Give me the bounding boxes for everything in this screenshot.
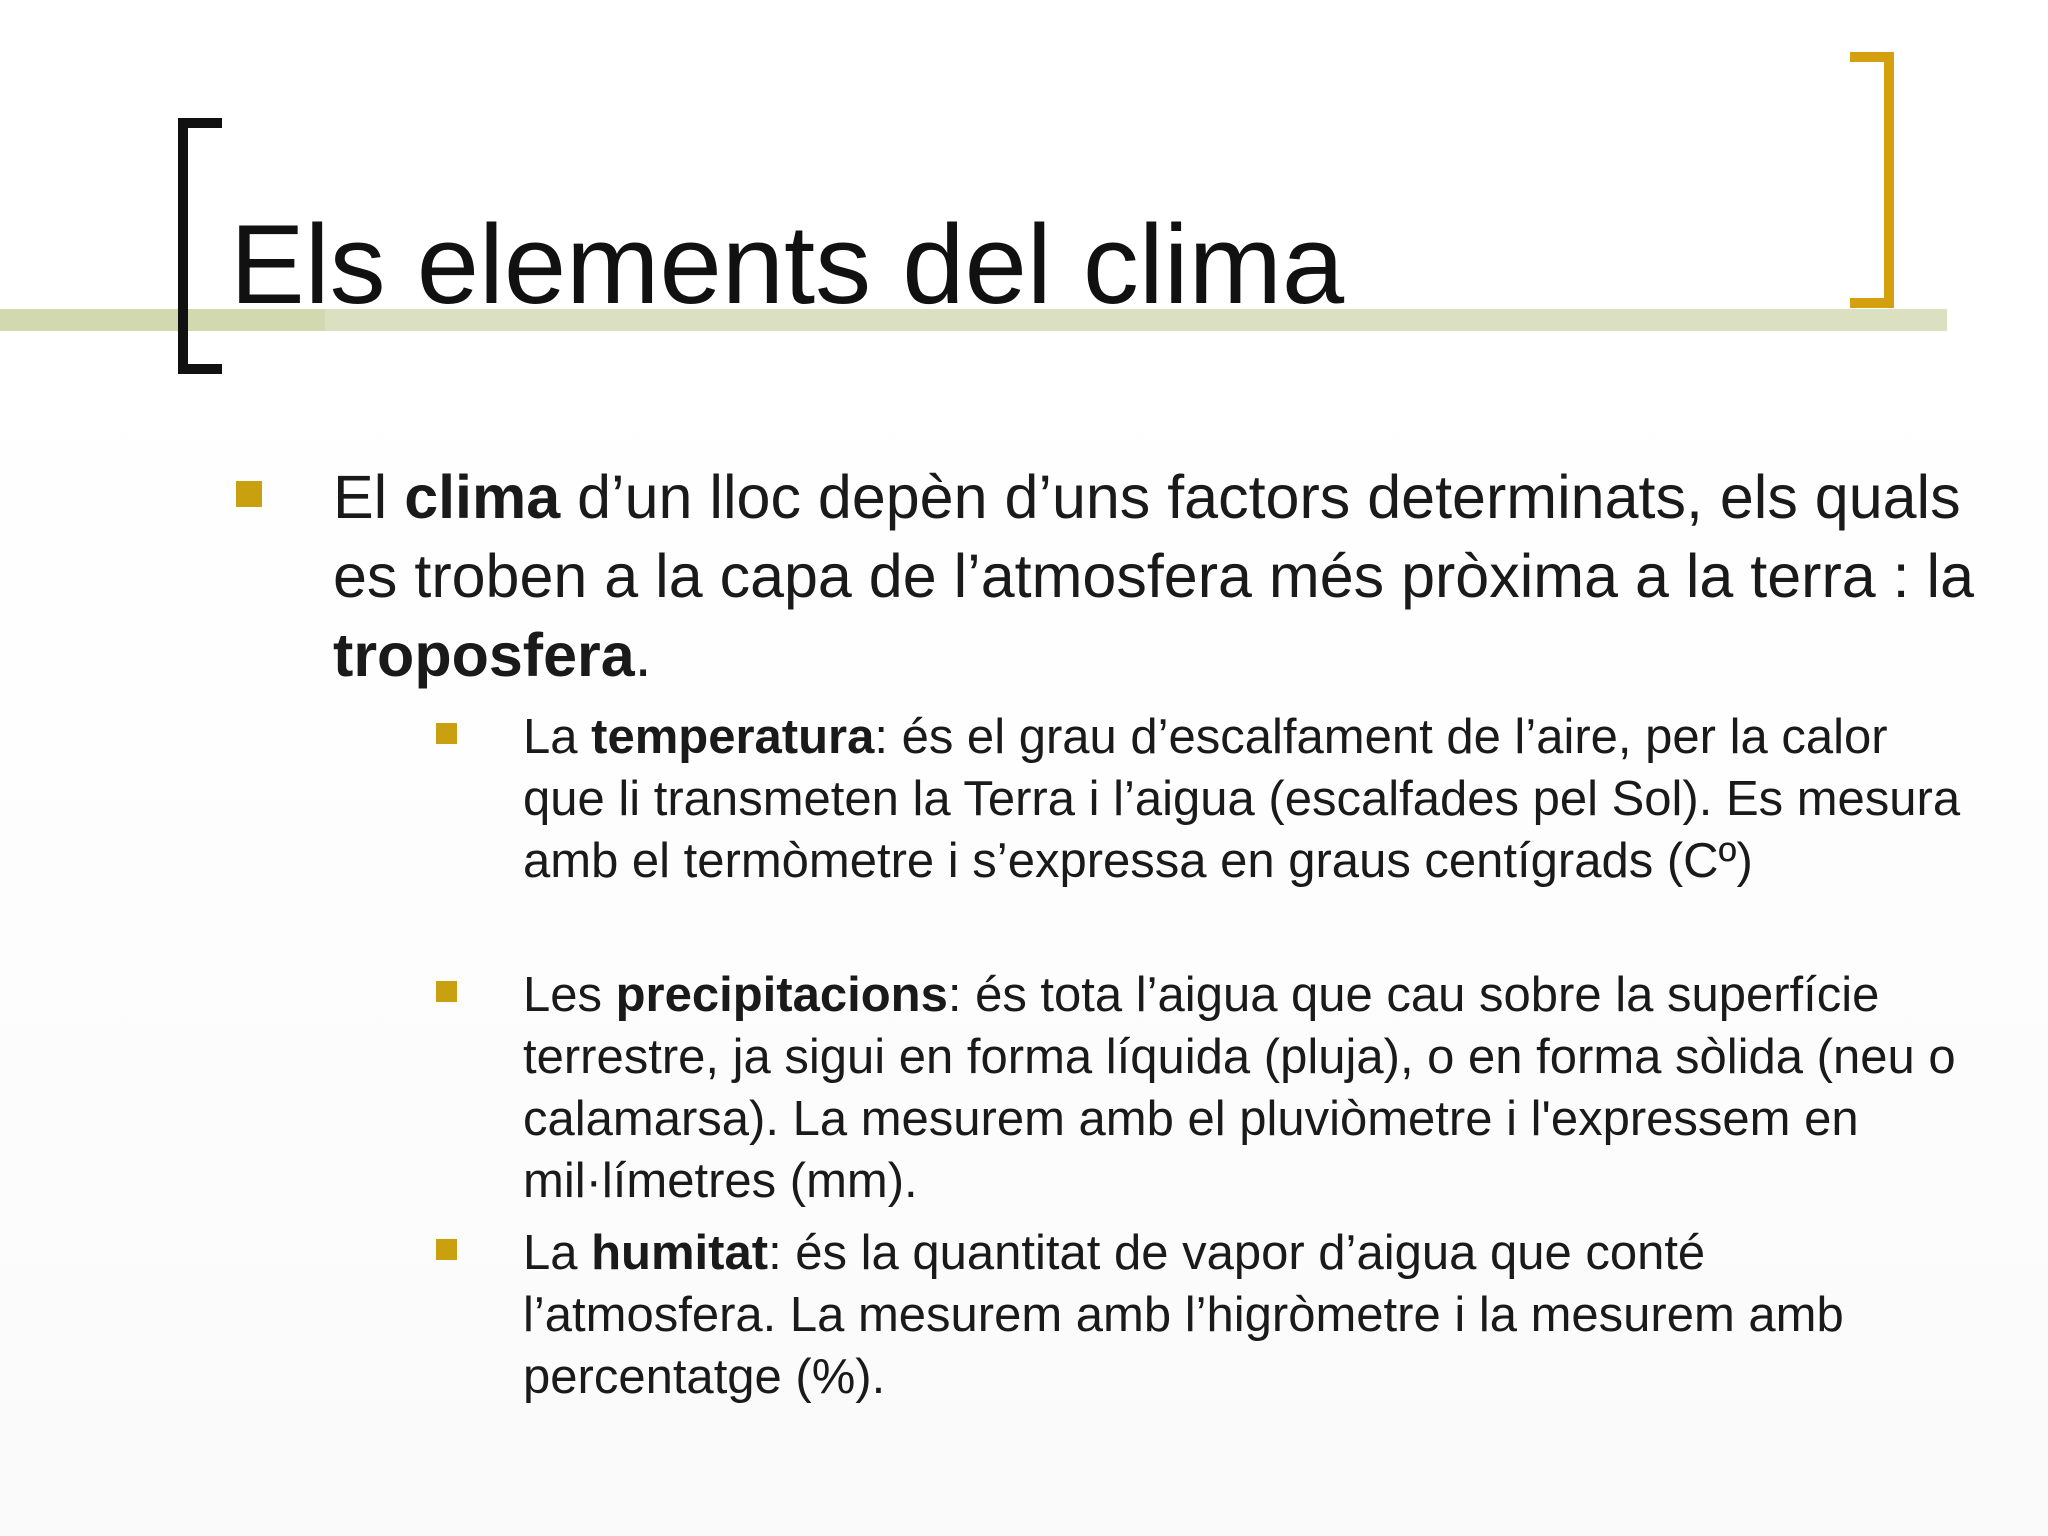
main-bullet-mid: d’un lloc depèn d’uns factors determinats, els quals es troben a la capa de l’atmosfera més pròxima a la terra : la bbox=[333, 463, 1975, 610]
sub-bullet-bold: temperatura bbox=[591, 710, 875, 764]
sub-bullet-post: : és tota l’aigua que cau sobre la superfície terrestre, ja sigui en forma líquida (pluja), o en forma sòlida (neu o calamarsa). La mesurem amb el pluviòmetre i l'expressem en mil·límetres (mm). bbox=[523, 968, 1956, 1208]
square-bullet-icon bbox=[236, 481, 262, 507]
sub-bullet-temperatura bbox=[523, 706, 1963, 892]
main-bullet-text bbox=[333, 458, 1983, 695]
main-bullet-pre: El bbox=[333, 463, 405, 531]
square-bullet-icon bbox=[436, 1239, 457, 1260]
main-bullet-post: . bbox=[634, 621, 652, 689]
right-bracket-icon bbox=[1850, 52, 1894, 308]
sub-bullet-humitat bbox=[523, 1222, 1963, 1408]
sub-bullet-pre: Les bbox=[523, 968, 616, 1022]
sub-bullet-bold: humitat bbox=[591, 1226, 769, 1280]
square-bullet-icon bbox=[436, 723, 457, 744]
sub-bullet-pre: La bbox=[523, 710, 592, 764]
sub-bullet-bold: precipitacions bbox=[615, 968, 948, 1022]
sub-bullet-post: : és el grau d’escalfament de l’aire, per la calor que li transmeten la Terra i l’aigua (escalfades pel Sol). Es mesura amb el termòmetre i s’expressa en graus centígrads (Cº) bbox=[523, 710, 1961, 888]
main-bullet-bold-clima: clima bbox=[404, 463, 561, 531]
sub-bullet-pre: La bbox=[523, 1226, 592, 1280]
main-bullet-bold-troposfera: troposfera bbox=[333, 621, 635, 689]
sub-bullet-post: : és la quantitat de vapor d’aigua que conté l’atmosfera. La mesurem amb l’higròmetre i la mesurem amb percentatge (%). bbox=[523, 1226, 1844, 1404]
slide-title: Els elements del clima bbox=[230, 202, 1345, 327]
sub-bullet-precipitacions bbox=[523, 964, 1963, 1212]
left-bracket-icon bbox=[178, 118, 222, 374]
square-bullet-icon bbox=[436, 981, 457, 1002]
